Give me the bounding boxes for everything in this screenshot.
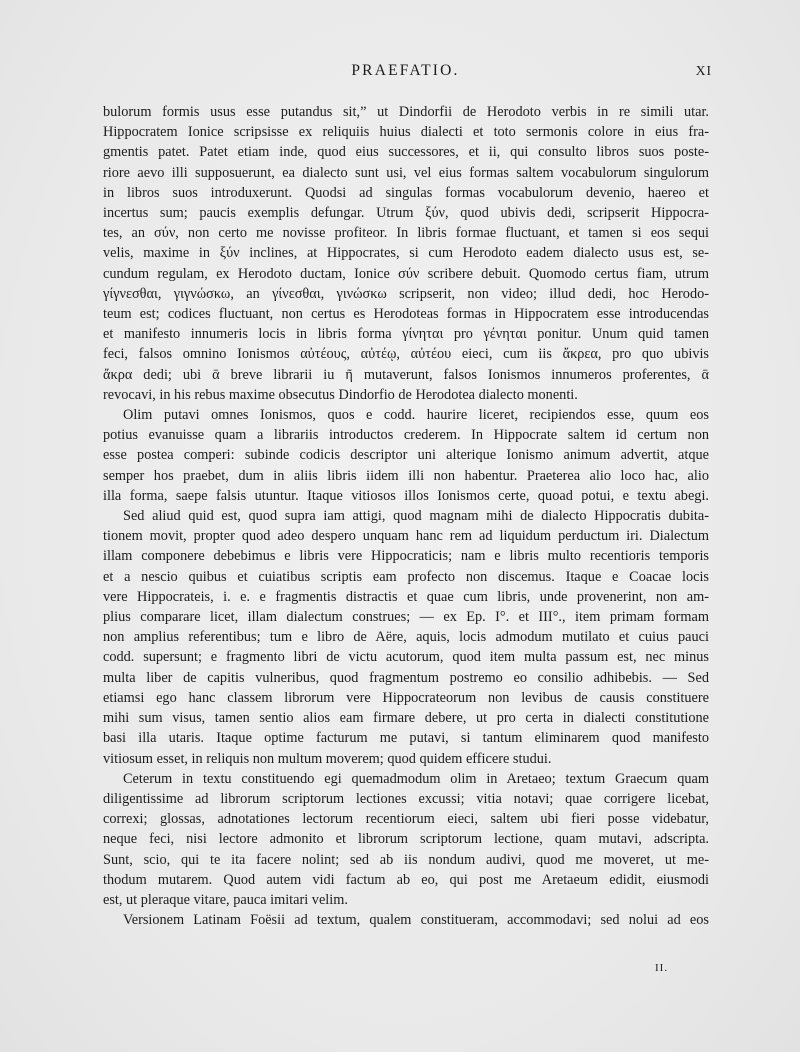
page-number: XI <box>695 63 712 78</box>
text-line: feci, falsos omnino Ionismos αὐτέους, αὐτέῳ, αὐτέου eieci, cum iis ἄκρεα, pro quo ubivis <box>103 346 709 363</box>
text-line: etiamsi ego hanc classem librorum vere Hippocrateorum non levibus de causis constituere <box>103 689 709 706</box>
text-line: est, ut pleraque vitare, pauca imitari velim. <box>103 891 348 908</box>
text-line: cundum regulam, ex Herodoto ductam, Ionice σύν scribere debuit. Quomodo certus fiam, utrum <box>103 265 709 282</box>
text-line: vere Hippocrateis, i. e. e fragmentis distractis et quae cum libris, unde provenerint, non am- <box>103 588 709 605</box>
text-line: codd. supersunt; e fragmento libri de victu acutorum, quod item multa passum est, nec minus <box>103 649 709 666</box>
text-line: et a nescio quibus et cuiatibus scriptis eam profecto non discemus. Itaque e Coacae locis <box>103 568 709 585</box>
page-header <box>103 62 712 86</box>
text-line: vitiosum esset, in reliquis non multum moverem; quod quidem efficere studui. <box>103 750 552 767</box>
text-line: in libros suos introduxerunt. Quodsi ad singulas formas vocabulorum devenio, haereo et <box>103 184 709 201</box>
text-line: non amplius referentibus; tum e libro de Aëre, aquis, locis admodum mutilato et cuius pauci <box>103 629 709 646</box>
text-line: Sed aliud quid est, quod supra iam attigi, quod magnam mihi de dialecto Hippocratis dubita- <box>123 508 709 525</box>
text-line: et manifesto innumeris locis in libris forma γίνηται pro γένηται ponitur. Unum quid tamen <box>103 326 709 343</box>
text-line: potius evanuisse quam a librariis introductos crederem. In Hippocrate saltem id certum non <box>103 427 709 444</box>
text-line: gmentis patet. Patet etiam inde, quod eius successores, et ii, qui consulto libros suos poste- <box>103 144 709 161</box>
text-line: illa forma, saepe falsis utuntur. Itaque vitiosos illos Ionismos certe, quoad potui, e textu abegi. <box>103 487 709 504</box>
text-line: riore aevo illi supposuerunt, ea dialecto sunt usi, vel eius formas saltem vocabulorum singulorum <box>103 164 709 181</box>
text-line: γίγνεσθαι, γιγνώσκω, an γίνεσθαι, γινώσκω scripserit, non video; illud dedi, hoc Herodo- <box>103 285 709 302</box>
signature-mark: II. <box>655 962 669 974</box>
text-line: mihi sum visus, tamen sentio alios eam firmare debere, ut pro certa in dialecti constitutione <box>103 710 709 727</box>
body-text <box>103 102 709 930</box>
text-line: illam componere debebimus e libris vere Hippocraticis; nam e libris multo recentioris temporis <box>103 548 709 565</box>
text-line: Hippocratem Ionice scripsisse ex reliquiis huius dialecti et toto sermonis colore in eius fra- <box>103 124 709 141</box>
text-line: plius comparare licet, illam dialectum construes; — ex Ep. I°. et III°., item primam formam <box>103 609 709 626</box>
text-line: tionem movit, propter quod adeo despero unquam hanc rem ad liquidum perductum iri. Dialectum <box>103 528 709 545</box>
text-line: ἄκρα dedi; ubi ᾱ breve librarii iu ῆ mutaverunt, falsos Ionismos innumeros proferentes, ᾱ <box>103 366 709 383</box>
text-line: Ceterum in textu constituendo egi quemadmodum olim in Aretaeo; textum Graecum quam <box>123 770 709 787</box>
text-line: Sunt, scio, qui te ita facere nolint; sed ab iis nondum audivi, quod me moveret, ut me- <box>103 851 709 868</box>
text-line: teum est; codices fluctuant, non certus es Herodoteas formas in Hippocratem esse introducendas <box>103 306 709 323</box>
text-line: revocavi, in his rebus maxime obsecutus Dindorfio de Herodotea dialecto monenti. <box>103 386 578 403</box>
text-line: semper hos praebet, dum in aliis libris iidem illi non habentur. Praeterea alio loco hac, alio <box>103 467 709 484</box>
text-line: bulorum formis usus esse putandus sit,” ut Dindorfii de Herodoto verbis in re simili utar. <box>103 104 709 120</box>
text-line: basi illa utaris. Itaque optime facturum me putavi, si tantum eliminarem quod manifesto <box>103 730 709 747</box>
text-line: incertus sum; paucis exemplis defungar. Utrum ξύν, quod ubivis dedi, scripserit Hippocra- <box>103 205 709 222</box>
text-line: diligentissime ad librorum scriptorum lectiones excussi; vitia notavi; quae corrigere licebat, <box>103 790 709 807</box>
text-line: Versionem Latinam Foësii ad textum, qualem constitueram, accommodavi; sed nolui ad eos <box>123 912 709 929</box>
text-line: tes, an σύν, non certo me novisse profiteor. In libris formae fluctuant, et tamen si eos sequi <box>103 225 709 242</box>
text-line: Olim putavi omnes Ionismos, quos e codd. haurire liceret, recipiendos esse, quum eos <box>123 407 709 424</box>
running-title: PRAEFATIO. <box>351 62 460 79</box>
text-line: neque feci, nisi lectore admonito et librorum scriptorum lectione, quam mutavi, adscripta. <box>103 831 709 848</box>
text-line: thodum mutarem. Quod autem vidi factum ab eo, qui post me Aretaeum edidit, eiusmodi <box>103 871 709 888</box>
text-line: velis, maxime in ξύν inclines, at Hippocrates, si cum Herodoto eadem dialecto usus est, se- <box>103 245 709 262</box>
text-line: multa liber de capitis vulneribus, quod fragmentum postremo eo consilio adhibebis. — Sed <box>103 669 709 686</box>
text-line: esse postea comperi: subinde codicis descriptor uni alterique Ionismo animum advertit, atque <box>103 447 709 464</box>
text-line: correxi; glossas, adnotationes lectorum recentiorum eieci, saltem ubi fieri posse videbatur, <box>103 811 709 828</box>
